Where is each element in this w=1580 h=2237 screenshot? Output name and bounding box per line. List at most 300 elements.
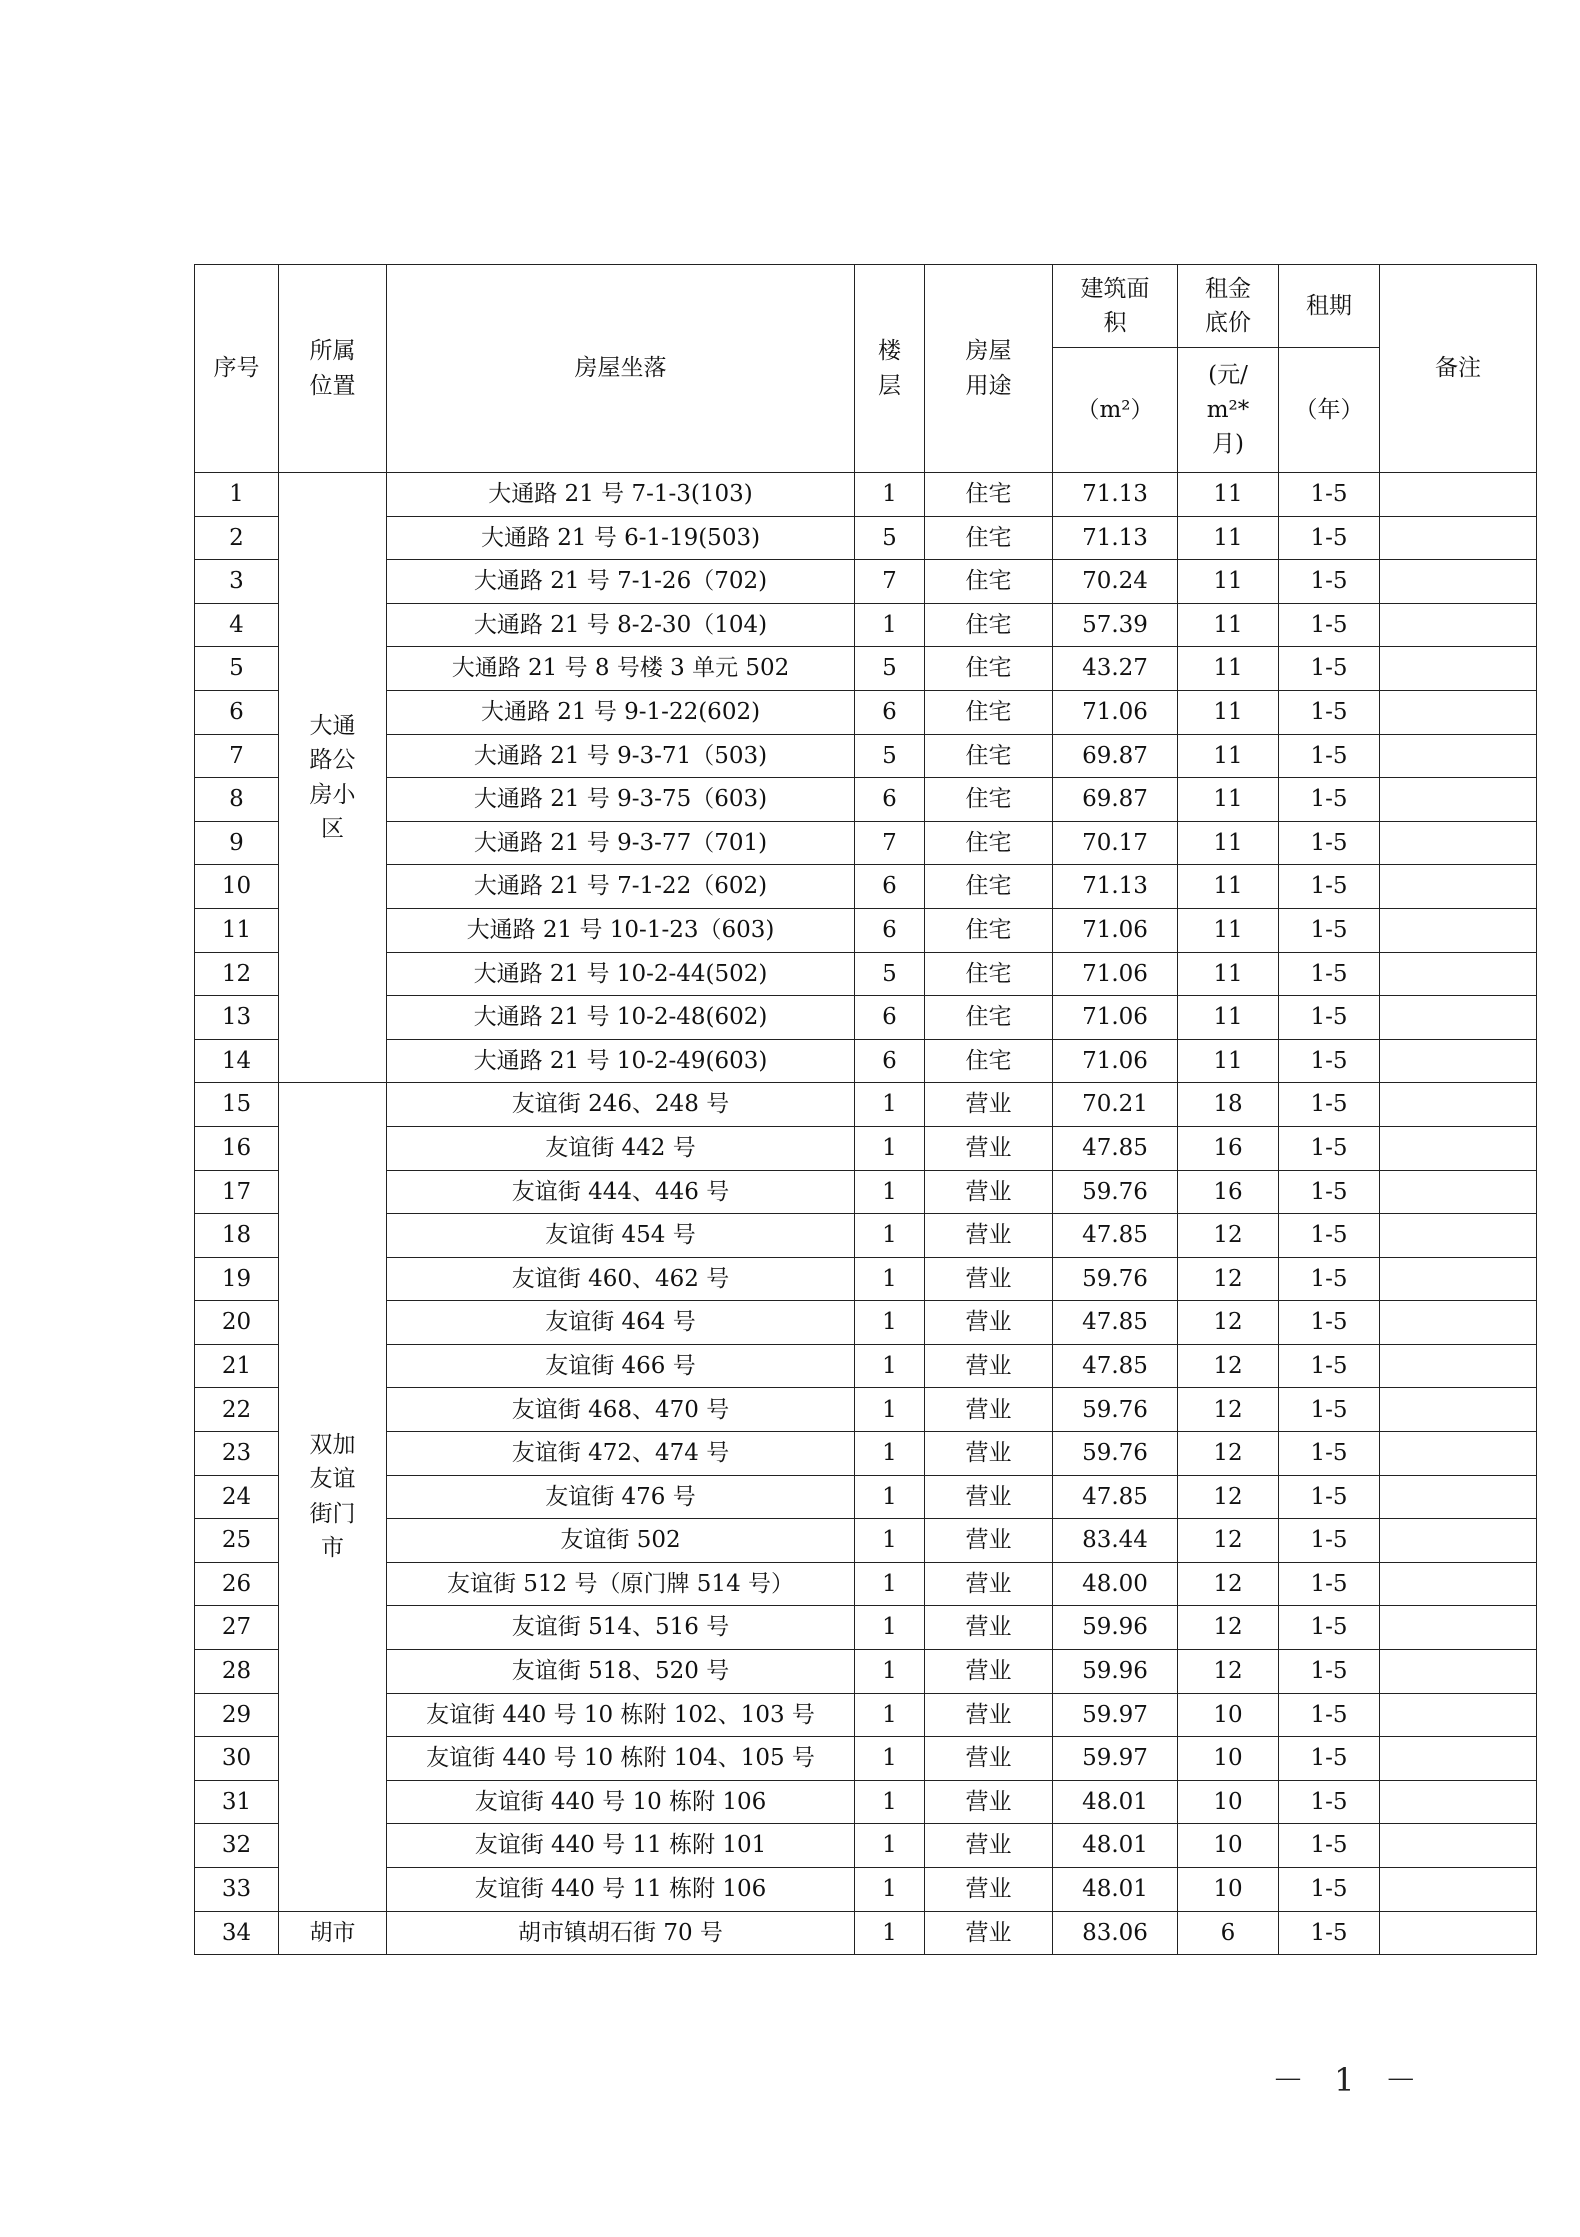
cell-rent: 12 [1178,1606,1279,1650]
cell-area: 48.01 [1053,1868,1178,1912]
cell-area: 59.76 [1053,1170,1178,1214]
cell-area: 47.85 [1053,1301,1178,1345]
cell-usage: 营业 [925,1214,1053,1258]
cell-seq: 22 [195,1388,279,1432]
cell-term: 1-5 [1279,865,1380,909]
cell-seq: 7 [195,734,279,778]
cell-usage: 营业 [925,1257,1053,1301]
table-row [195,1214,1537,1258]
cell-floor: 1 [855,1257,925,1301]
table-row [195,1475,1537,1519]
cell-area: 43.27 [1053,647,1178,691]
cell-floor: 6 [855,1039,925,1083]
cell-remark [1380,821,1537,865]
cell-floor: 1 [855,1388,925,1432]
header-usage-text: 房屋 用途 [965,338,1012,399]
header-remark: 备注 [1380,265,1537,473]
cell-usage: 住宅 [925,865,1053,909]
cell-rent: 10 [1178,1737,1279,1781]
table-row [195,516,1537,560]
cell-rent: 10 [1178,1868,1279,1912]
header-rent-unit-text: (元/ m²* 月) [1206,362,1250,458]
cell-term: 1-5 [1279,1214,1380,1258]
cell-floor: 1 [855,1650,925,1694]
cell-area: 48.00 [1053,1562,1178,1606]
cell-address: 友谊街 514、516 号 [387,1606,855,1650]
cell-term: 1-5 [1279,1780,1380,1824]
cell-usage: 住宅 [925,473,1053,517]
cell-address: 友谊街 246、248 号 [387,1083,855,1127]
cell-usage: 营业 [925,1780,1053,1824]
cell-floor: 1 [855,1606,925,1650]
table-row [195,734,1537,778]
cell-rent: 10 [1178,1824,1279,1868]
cell-usage: 营业 [925,1737,1053,1781]
cell-rent: 10 [1178,1693,1279,1737]
header-usage [925,265,1053,473]
cell-area: 59.96 [1053,1606,1178,1650]
cell-remark [1380,1868,1537,1912]
cell-seq: 21 [195,1344,279,1388]
cell-address: 大通路 21 号 7-1-26（702) [387,560,855,604]
cell-floor: 1 [855,1693,925,1737]
cell-address: 胡市镇胡石街 70 号 [387,1911,855,1955]
cell-rent: 11 [1178,1039,1279,1083]
cell-address: 友谊街 460、462 号 [387,1257,855,1301]
cell-seq: 30 [195,1737,279,1781]
cell-area: 59.76 [1053,1257,1178,1301]
cell-address: 友谊街 472、474 号 [387,1432,855,1476]
table-row [195,1432,1537,1476]
cell-term: 1-5 [1279,647,1380,691]
cell-area: 71.06 [1053,1039,1178,1083]
cell-term: 1-5 [1279,516,1380,560]
cell-rent: 11 [1178,952,1279,996]
cell-rent: 16 [1178,1126,1279,1170]
table-row [195,778,1537,822]
cell-rent: 12 [1178,1214,1279,1258]
cell-remark [1380,1911,1537,1955]
cell-term: 1-5 [1279,1388,1380,1432]
cell-remark [1380,1214,1537,1258]
cell-address: 友谊街 464 号 [387,1301,855,1345]
cell-floor: 1 [855,1911,925,1955]
header-area-label-text: 建筑面 积 [1080,275,1150,336]
location-text: 胡市 [309,1919,356,1946]
cell-floor: 1 [855,1868,925,1912]
cell-usage: 营业 [925,1388,1053,1432]
cell-remark [1380,560,1537,604]
cell-usage: 营业 [925,1606,1053,1650]
cell-remark [1380,1388,1537,1432]
table-row [195,1301,1537,1345]
table-row [195,1693,1537,1737]
header-area-unit: （m²） [1053,348,1178,473]
cell-floor: 5 [855,734,925,778]
cell-usage: 营业 [925,1868,1053,1912]
cell-area: 83.06 [1053,1911,1178,1955]
cell-rent: 18 [1178,1083,1279,1127]
cell-remark [1380,1301,1537,1345]
cell-rent: 11 [1178,996,1279,1040]
cell-area: 48.01 [1053,1780,1178,1824]
cell-rent: 12 [1178,1344,1279,1388]
cell-term: 1-5 [1279,1650,1380,1694]
cell-area: 59.97 [1053,1693,1178,1737]
cell-area: 70.24 [1053,560,1178,604]
cell-address: 大通路 21 号 9-3-71（503) [387,734,855,778]
cell-address: 友谊街 518、520 号 [387,1650,855,1694]
cell-remark [1380,1257,1537,1301]
cell-seq: 6 [195,690,279,734]
cell-seq: 10 [195,865,279,909]
cell-term: 1-5 [1279,1432,1380,1476]
cell-floor: 1 [855,1083,925,1127]
table-row [195,996,1537,1040]
cell-address: 大通路 21 号 10-2-44(502) [387,952,855,996]
cell-usage: 营业 [925,1475,1053,1519]
cell-rent: 11 [1178,690,1279,734]
cell-remark [1380,1693,1537,1737]
cell-term: 1-5 [1279,1126,1380,1170]
cell-address: 友谊街 440 号 11 栋附 101 [387,1824,855,1868]
cell-usage: 住宅 [925,778,1053,822]
cell-term: 1-5 [1279,1475,1380,1519]
cell-seq: 15 [195,1083,279,1127]
table-row [195,1519,1537,1563]
cell-remark [1380,734,1537,778]
cell-address: 友谊街 440 号 10 栋附 104、105 号 [387,1737,855,1781]
cell-seq: 13 [195,996,279,1040]
cell-address: 大通路 21 号 8-2-30（104) [387,603,855,647]
table-row [195,1911,1537,1955]
cell-area: 59.76 [1053,1388,1178,1432]
cell-remark [1380,778,1537,822]
cell-address: 大通路 21 号 10-1-23（603) [387,908,855,952]
cell-term: 1-5 [1279,734,1380,778]
cell-address: 大通路 21 号 9-3-75（603) [387,778,855,822]
cell-usage: 营业 [925,1824,1053,1868]
cell-rent: 11 [1178,908,1279,952]
cell-term: 1-5 [1279,996,1380,1040]
cell-remark [1380,1824,1537,1868]
cell-term: 1-5 [1279,1519,1380,1563]
cell-rent: 12 [1178,1475,1279,1519]
cell-floor: 6 [855,908,925,952]
cell-rent: 12 [1178,1432,1279,1476]
cell-rent: 12 [1178,1519,1279,1563]
cell-floor: 5 [855,516,925,560]
cell-remark [1380,1126,1537,1170]
cell-floor: 1 [855,1737,925,1781]
cell-address: 友谊街 502 [387,1519,855,1563]
header-rent-label-text: 租金 底价 [1205,275,1251,336]
cell-usage: 住宅 [925,821,1053,865]
cell-usage: 营业 [925,1650,1053,1694]
cell-floor: 1 [855,1475,925,1519]
cell-area: 71.06 [1053,952,1178,996]
cell-floor: 7 [855,821,925,865]
cell-seq: 5 [195,647,279,691]
cell-rent: 12 [1178,1301,1279,1345]
cell-remark [1380,516,1537,560]
cell-remark [1380,473,1537,517]
property-rental-table [194,264,1537,1955]
cell-floor: 5 [855,952,925,996]
cell-seq: 23 [195,1432,279,1476]
cell-seq: 34 [195,1911,279,1955]
cell-remark [1380,1562,1537,1606]
cell-term: 1-5 [1279,1824,1380,1868]
cell-seq: 1 [195,473,279,517]
cell-rent: 12 [1178,1562,1279,1606]
cell-term: 1-5 [1279,1911,1380,1955]
cell-area: 59.76 [1053,1432,1178,1476]
table-row [195,1257,1537,1301]
cell-address: 友谊街 454 号 [387,1214,855,1258]
cell-remark [1380,1344,1537,1388]
cell-address: 友谊街 512 号（原门牌 514 号） [387,1562,855,1606]
cell-usage: 住宅 [925,603,1053,647]
header-term-label: 租期 [1279,265,1380,348]
table-row [195,908,1537,952]
table-row [195,603,1537,647]
cell-location [279,1911,387,1955]
cell-seq: 26 [195,1562,279,1606]
cell-seq: 11 [195,908,279,952]
cell-floor: 1 [855,1301,925,1345]
cell-location [279,1083,387,1911]
cell-rent: 11 [1178,516,1279,560]
cell-term: 1-5 [1279,1737,1380,1781]
cell-address: 友谊街 468、470 号 [387,1388,855,1432]
cell-address: 大通路 21 号 7-1-3(103) [387,473,855,517]
cell-floor: 1 [855,1126,925,1170]
cell-address: 友谊街 440 号 10 栋附 106 [387,1780,855,1824]
header-term-unit: （年） [1279,348,1380,473]
cell-remark [1380,1170,1537,1214]
cell-usage: 营业 [925,1301,1053,1345]
table-row [195,1388,1537,1432]
cell-seq: 19 [195,1257,279,1301]
cell-term: 1-5 [1279,560,1380,604]
cell-usage: 住宅 [925,516,1053,560]
cell-area: 59.97 [1053,1737,1178,1781]
table-row [195,1737,1537,1781]
cell-address: 友谊街 444、446 号 [387,1170,855,1214]
page-number: － 1 － [1272,2061,1427,2099]
cell-remark [1380,1519,1537,1563]
cell-seq: 29 [195,1693,279,1737]
cell-usage: 住宅 [925,1039,1053,1083]
table-row [195,1780,1537,1824]
cell-floor: 1 [855,1170,925,1214]
cell-term: 1-5 [1279,1562,1380,1606]
cell-seq: 9 [195,821,279,865]
cell-remark [1380,1039,1537,1083]
cell-area: 47.85 [1053,1475,1178,1519]
cell-address: 大通路 21 号 8 号楼 3 单元 502 [387,647,855,691]
cell-address: 大通路 21 号 10-2-48(602) [387,996,855,1040]
cell-area: 47.85 [1053,1126,1178,1170]
cell-seq: 3 [195,560,279,604]
cell-seq: 12 [195,952,279,996]
cell-term: 1-5 [1279,1257,1380,1301]
cell-term: 1-5 [1279,1693,1380,1737]
table-row [195,1606,1537,1650]
cell-area: 70.21 [1053,1083,1178,1127]
cell-rent: 11 [1178,473,1279,517]
cell-area: 71.13 [1053,865,1178,909]
header-rent-label [1178,265,1279,348]
cell-rent: 12 [1178,1257,1279,1301]
cell-area: 71.06 [1053,996,1178,1040]
cell-usage: 营业 [925,1344,1053,1388]
cell-area: 57.39 [1053,603,1178,647]
table-row [195,560,1537,604]
cell-floor: 6 [855,778,925,822]
location-text: 大通 路公 房小 区 [309,712,356,843]
cell-floor: 1 [855,1780,925,1824]
cell-seq: 20 [195,1301,279,1345]
cell-remark [1380,647,1537,691]
cell-address: 大通路 21 号 10-2-49(603) [387,1039,855,1083]
cell-remark [1380,603,1537,647]
cell-floor: 1 [855,1344,925,1388]
cell-usage: 营业 [925,1432,1053,1476]
header-floor-text: 楼 层 [878,338,901,399]
cell-floor: 1 [855,603,925,647]
cell-area: 69.87 [1053,778,1178,822]
cell-remark [1380,1737,1537,1781]
cell-floor: 6 [855,690,925,734]
header-rent-unit [1178,348,1279,473]
cell-usage: 营业 [925,1693,1053,1737]
header-area-label [1053,265,1178,348]
cell-floor: 1 [855,1562,925,1606]
cell-remark [1380,865,1537,909]
cell-seq: 16 [195,1126,279,1170]
header-location-text: 所属 位置 [309,338,356,399]
cell-remark [1380,908,1537,952]
cell-area: 69.87 [1053,734,1178,778]
table-row [195,690,1537,734]
cell-address: 大通路 21 号 9-3-77（701) [387,821,855,865]
cell-term: 1-5 [1279,603,1380,647]
location-text: 双加 友谊 街门 市 [309,1431,356,1562]
table-row [195,473,1537,517]
cell-area: 47.85 [1053,1344,1178,1388]
cell-address: 友谊街 440 号 11 栋附 106 [387,1868,855,1912]
cell-term: 1-5 [1279,473,1380,517]
cell-seq: 2 [195,516,279,560]
cell-term: 1-5 [1279,1083,1380,1127]
cell-term: 1-5 [1279,821,1380,865]
cell-usage: 住宅 [925,560,1053,604]
cell-usage: 营业 [925,1126,1053,1170]
cell-rent: 6 [1178,1911,1279,1955]
table-row [195,952,1537,996]
cell-rent: 11 [1178,603,1279,647]
cell-rent: 12 [1178,1388,1279,1432]
cell-floor: 1 [855,1432,925,1476]
cell-term: 1-5 [1279,1170,1380,1214]
cell-term: 1-5 [1279,952,1380,996]
cell-seq: 4 [195,603,279,647]
cell-area: 71.13 [1053,516,1178,560]
cell-usage: 住宅 [925,647,1053,691]
cell-usage: 营业 [925,1170,1053,1214]
cell-usage: 住宅 [925,908,1053,952]
cell-term: 1-5 [1279,908,1380,952]
cell-remark [1380,996,1537,1040]
header-floor [855,265,925,473]
cell-floor: 5 [855,647,925,691]
cell-area: 47.85 [1053,1214,1178,1258]
cell-usage: 住宅 [925,996,1053,1040]
cell-area: 59.96 [1053,1650,1178,1694]
cell-address: 友谊街 442 号 [387,1126,855,1170]
cell-term: 1-5 [1279,1344,1380,1388]
cell-rent: 11 [1178,778,1279,822]
cell-remark [1380,1650,1537,1694]
table-row [195,1824,1537,1868]
cell-remark [1380,690,1537,734]
cell-rent: 16 [1178,1170,1279,1214]
cell-term: 1-5 [1279,690,1380,734]
cell-remark [1380,952,1537,996]
header-location [279,265,387,473]
table-row [195,1083,1537,1127]
table-row [195,647,1537,691]
cell-area: 70.17 [1053,821,1178,865]
cell-remark [1380,1475,1537,1519]
cell-remark [1380,1606,1537,1650]
cell-seq: 8 [195,778,279,822]
cell-rent: 11 [1178,734,1279,778]
cell-usage: 营业 [925,1519,1053,1563]
cell-seq: 33 [195,1868,279,1912]
table-row [195,1562,1537,1606]
cell-seq: 17 [195,1170,279,1214]
cell-term: 1-5 [1279,778,1380,822]
cell-usage: 营业 [925,1911,1053,1955]
cell-seq: 31 [195,1780,279,1824]
cell-usage: 住宅 [925,690,1053,734]
cell-remark [1380,1432,1537,1476]
cell-rent: 11 [1178,821,1279,865]
cell-remark [1380,1780,1537,1824]
table-row [195,1650,1537,1694]
cell-usage: 住宅 [925,952,1053,996]
cell-floor: 1 [855,473,925,517]
cell-location [279,473,387,1083]
cell-floor: 6 [855,996,925,1040]
table-row [195,1344,1537,1388]
cell-seq: 24 [195,1475,279,1519]
cell-term: 1-5 [1279,1039,1380,1083]
table-row [195,1868,1537,1912]
cell-address: 大通路 21 号 9-1-22(602) [387,690,855,734]
table-row [195,1170,1537,1214]
table-row [195,1126,1537,1170]
cell-address: 大通路 21 号 7-1-22（602) [387,865,855,909]
cell-remark [1380,1083,1537,1127]
cell-usage: 营业 [925,1562,1053,1606]
cell-area: 48.01 [1053,1824,1178,1868]
cell-area: 83.44 [1053,1519,1178,1563]
cell-address: 友谊街 440 号 10 栋附 102、103 号 [387,1693,855,1737]
